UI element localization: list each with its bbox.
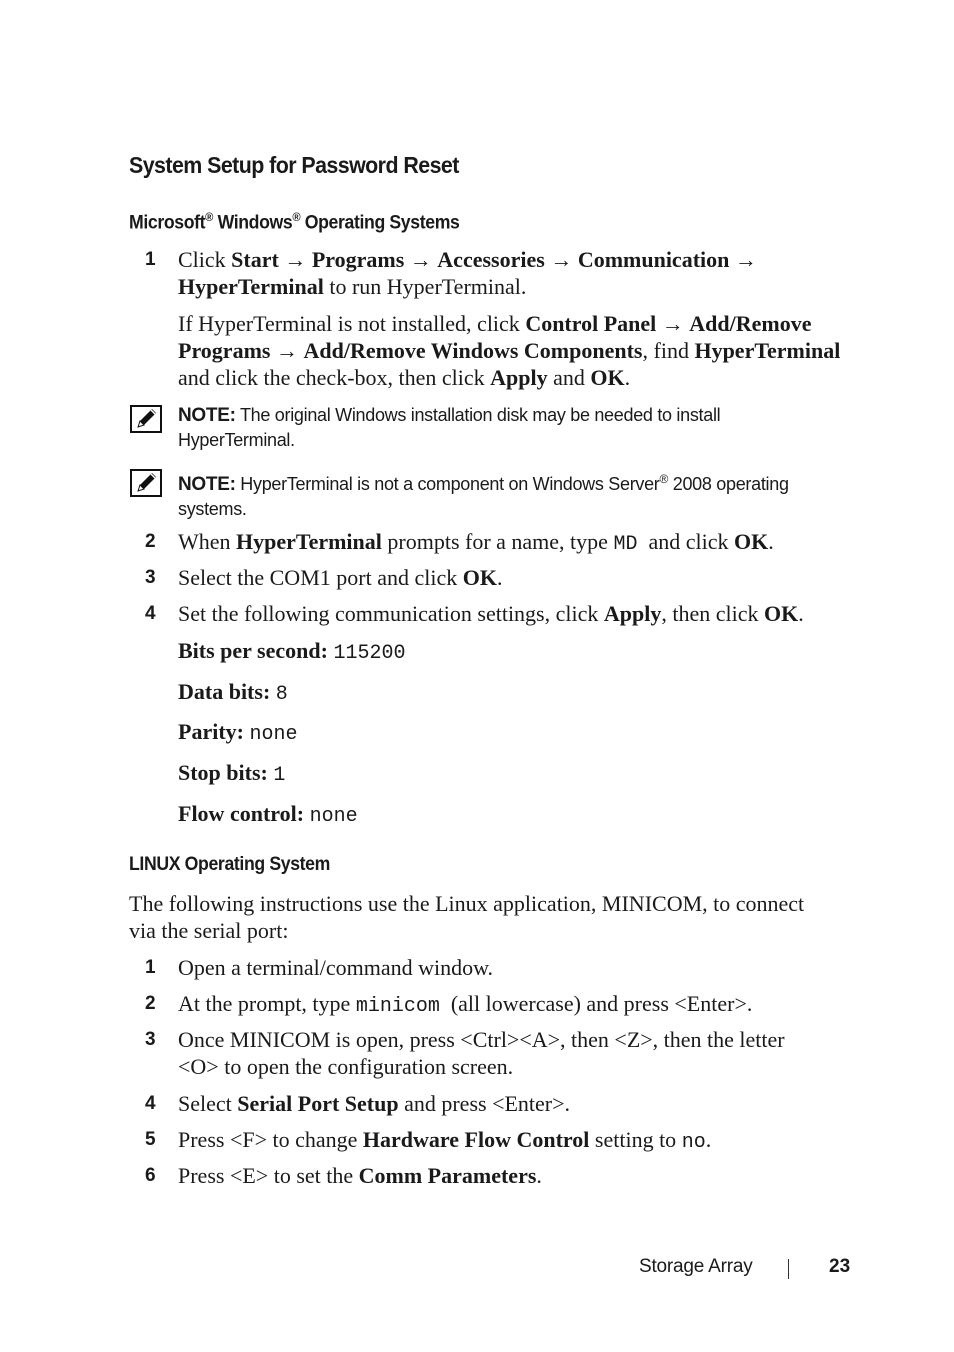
footer-divider	[788, 1259, 789, 1279]
linux-step-3: Once MINICOM is open, press <Ctrl><A>, then <Z>, then the letter <O> to open the configuration screen.	[178, 1027, 785, 1079]
linux-step-2: At the prompt, type minicom (all lowercase) and press <Enter>.	[178, 991, 753, 1018]
step-number: 3	[145, 567, 156, 588]
footer-title: Storage Array	[639, 1256, 753, 1277]
note-label: NOTE:	[178, 405, 236, 426]
step-number: 4	[145, 1093, 156, 1114]
step-number: 2	[145, 531, 156, 552]
section-title: System Setup for Password Reset	[129, 152, 459, 178]
setting-parity: Parity: none	[178, 719, 298, 746]
setting-stop-bits: Stop bits: 1	[178, 760, 286, 787]
linux-step-4: Select Serial Port Setup and press <Enter>.	[178, 1091, 571, 1116]
windows-heading: Microsoft® Windows® Operating Systems	[129, 210, 460, 234]
linux-intro: The following instructions use the Linux application, MINICOM, to connect via the serial port:	[129, 891, 805, 943]
step-number: 5	[145, 1129, 156, 1150]
step-number: 1	[145, 957, 156, 978]
step-number: 3	[145, 1029, 156, 1050]
windows-step-1: Click Start → Programs → Accessories → Communication → HyperTerminal to run HyperTerminal.	[178, 247, 757, 299]
linux-step-1: Open a terminal/command window.	[178, 955, 494, 980]
windows-step-3: Select the COM1 port and click OK.	[178, 565, 503, 590]
note-pencil-icon	[130, 469, 162, 497]
note-pencil-icon	[130, 405, 162, 433]
step-number: 2	[145, 993, 156, 1014]
step-number: 6	[145, 1165, 156, 1186]
page-number: 23	[829, 1256, 851, 1277]
setting-bits-per-second: Bits per second: 115200	[178, 638, 406, 665]
linux-heading: LINUX Operating System	[129, 854, 330, 875]
setting-data-bits: Data bits: 8	[178, 679, 288, 706]
windows-step-4: Set the following communication settings, click Apply, then click OK.	[178, 601, 804, 626]
step-number: 4	[145, 603, 156, 624]
linux-step-5: Press <F> to change Hardware Flow Control setting to no.	[178, 1127, 712, 1154]
note-label: NOTE:	[178, 474, 236, 495]
windows-step-1-detail: If HyperTerminal is not installed, click Control Panel → Add/Remove Programs → Add/Remove Windows Components, find HyperTerminal and click the check-box, then click Apply and OK.	[178, 311, 841, 390]
setting-flow-control: Flow control: none	[178, 801, 358, 828]
linux-step-6: Press <E> to set the Comm Parameters.	[178, 1163, 542, 1188]
step-number: 1	[145, 249, 156, 270]
windows-step-2: When HyperTerminal prompts for a name, type MD and click OK.	[178, 529, 774, 556]
